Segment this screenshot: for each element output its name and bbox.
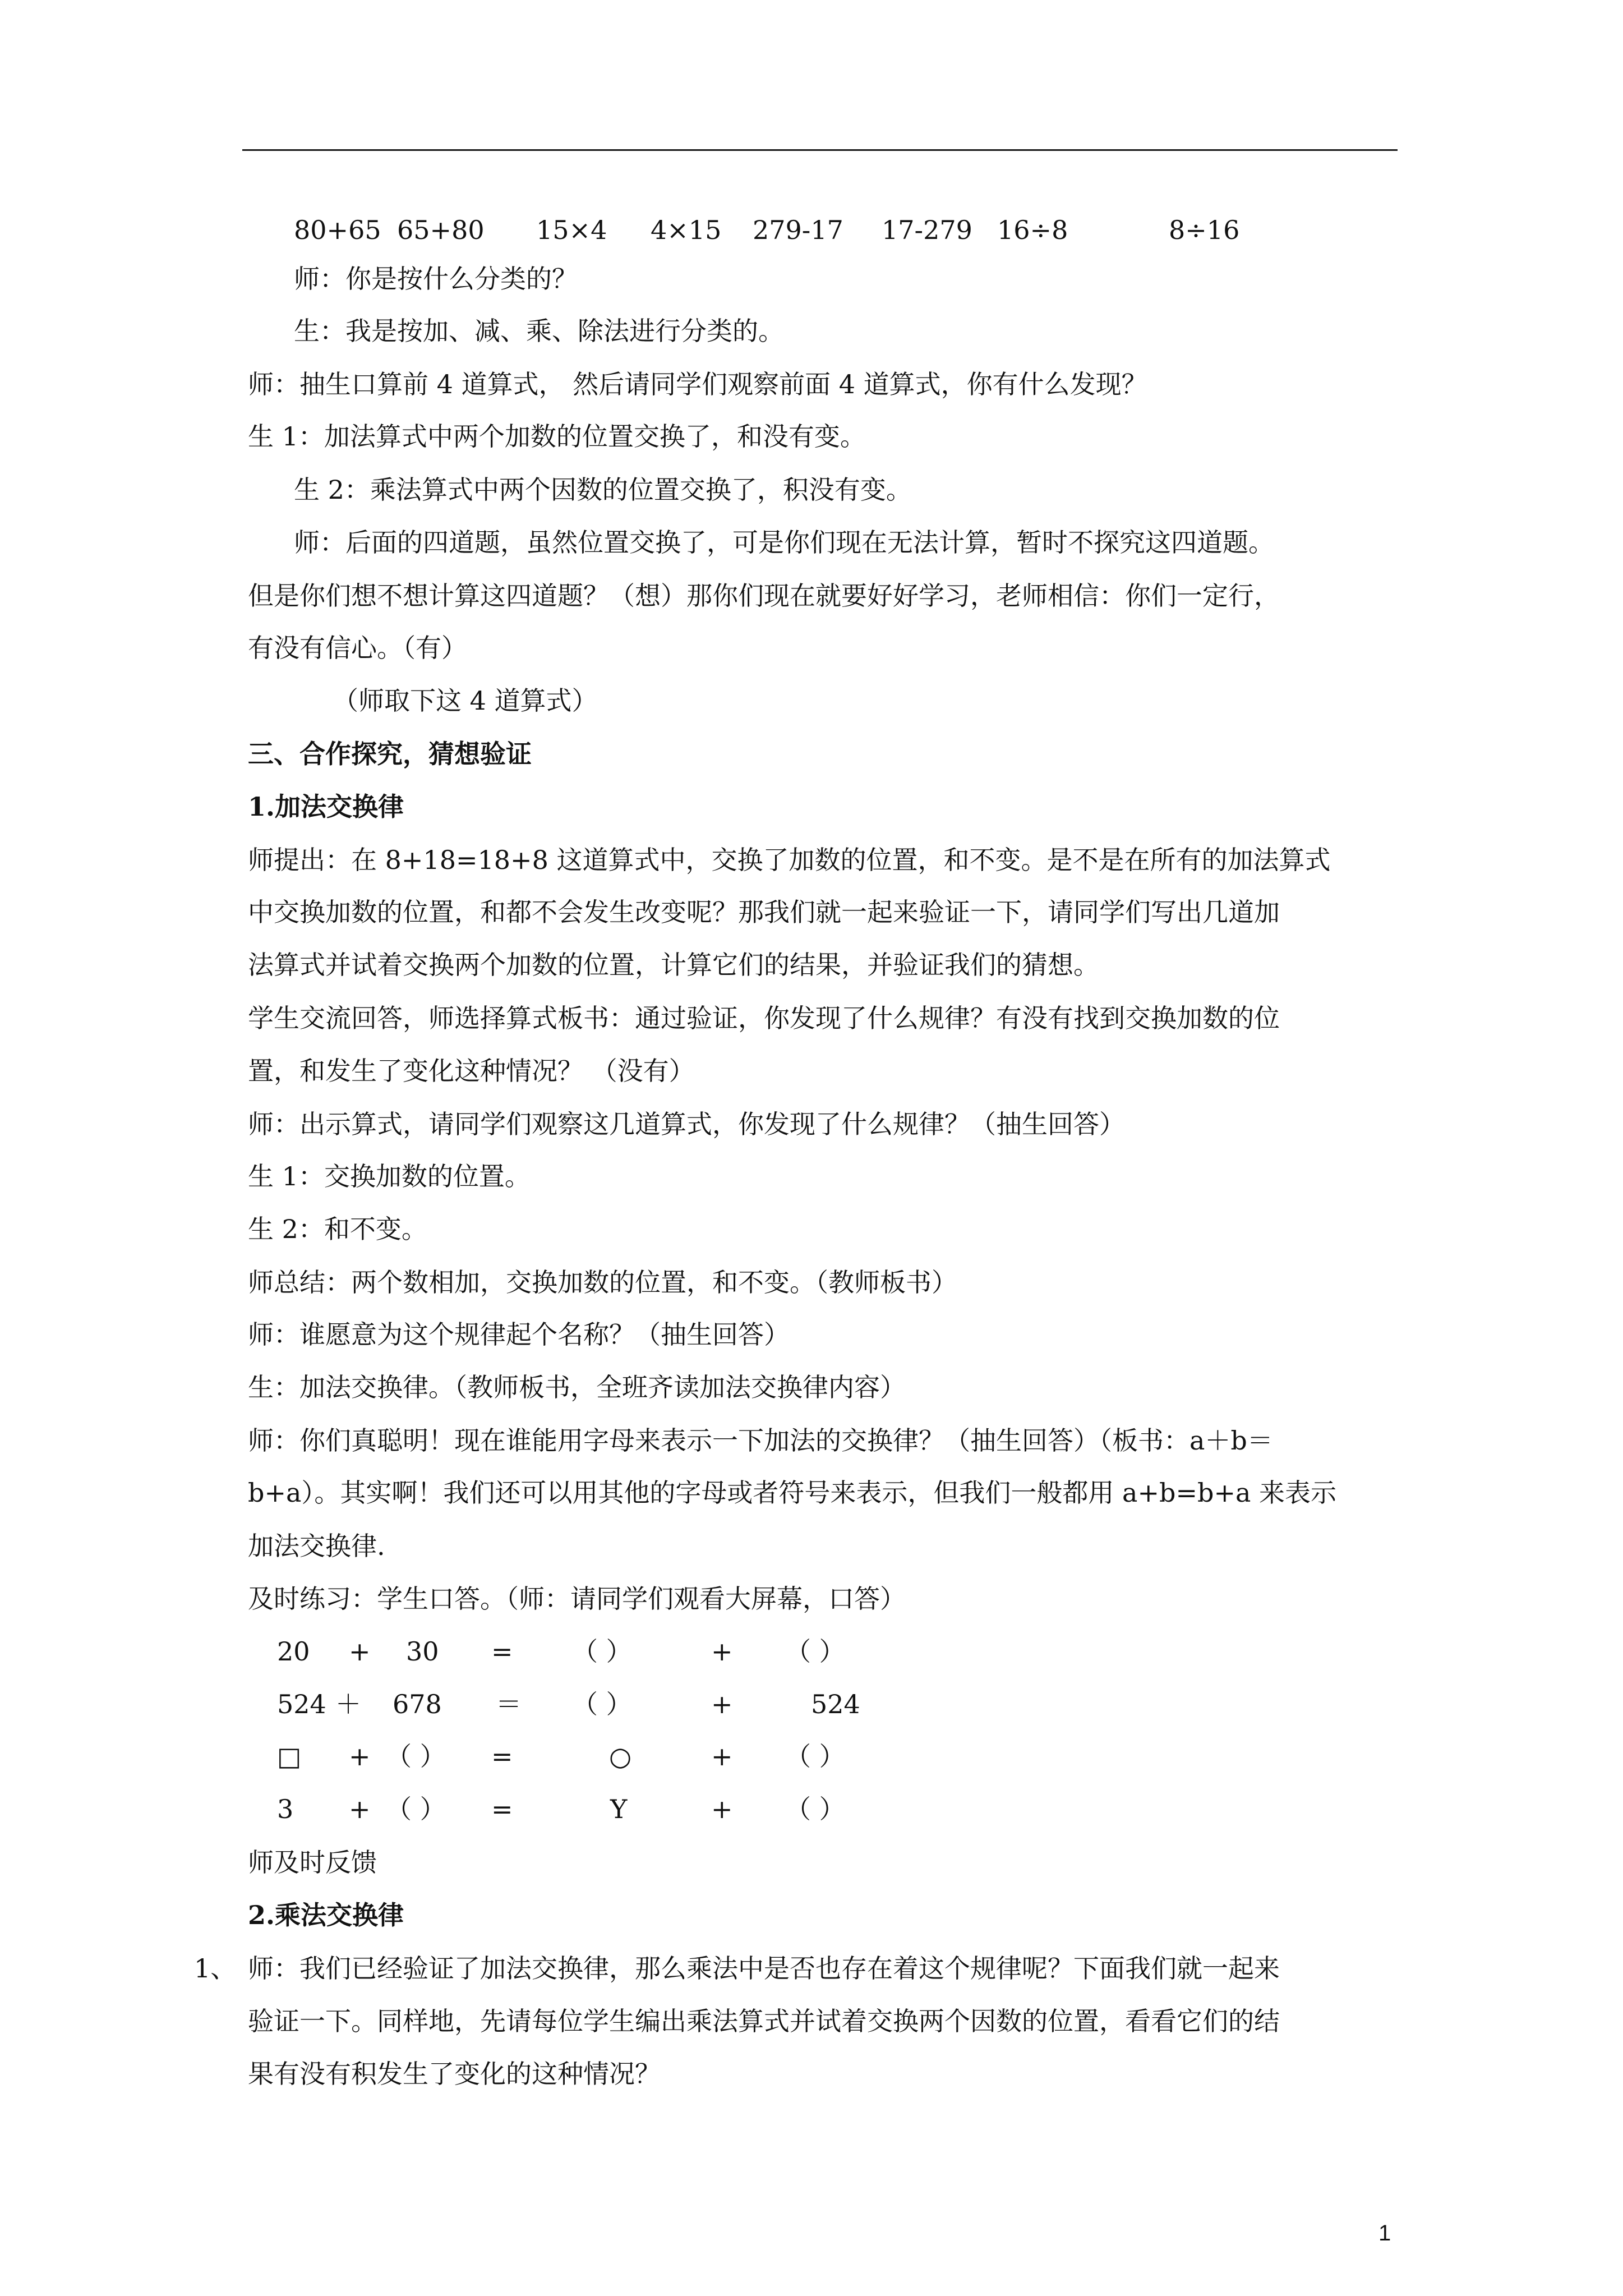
header-rule — [242, 149, 1398, 151]
exercise-cell: + — [711, 1689, 733, 1719]
paragraph-line: 师：你是按什么分类的？ — [294, 264, 578, 294]
paragraph-line: 师及时反馈 — [248, 1847, 377, 1878]
exercise-cell: 524 — [811, 1689, 860, 1719]
section-heading: 三、合作探究，猜想验证 — [248, 739, 532, 769]
exercise-cell: + — [711, 1794, 733, 1824]
paragraph-line: 师：后面的四道题，虽然位置交换了，可是你们现在无法计算，暂时不探究这四道题。 — [294, 527, 1274, 558]
paragraph-line: 师提出：在 8+18=18+8 这道算式中，交换了加数的位置，和不变。是不是在所有的加法算式 — [248, 845, 1331, 875]
paragraph-line: 置，和发生了变化这种情况？ （没有） — [248, 1056, 695, 1086]
exercise-cell: 524 — [277, 1689, 326, 1719]
paragraph-line: 生 1：交换加数的位置。 — [248, 1161, 531, 1191]
exercise-cell: （ ） — [785, 1636, 845, 1667]
paragraph-line: 师：抽生口算前 4 道算式， 然后请同学们观察前面 4 道算式，你有什么发现？ — [248, 369, 1147, 399]
paragraph-line: 师总结：两个数相加，交换加数的位置，和不变。（教师板书） — [248, 1267, 957, 1297]
paragraph-line: 果有没有积发生了变化的这种情况？ — [248, 2059, 661, 2089]
expression: 279-17 — [753, 215, 843, 245]
exercise-cell: ＝ — [496, 1689, 522, 1719]
expression: 65+80 — [397, 215, 485, 245]
page-number: 1 — [1378, 2221, 1391, 2246]
exercise-cell: + — [711, 1741, 733, 1772]
exercise-cell: = — [491, 1794, 513, 1824]
paragraph-line: 生 1：加法算式中两个加数的位置交换了，和没有变。 — [248, 421, 866, 452]
paragraph-line: 法算式并试着交换两个加数的位置，计算它们的结果，并验证我们的猜想。 — [248, 950, 1099, 980]
exercise-cell: + — [711, 1636, 733, 1667]
subsection-heading: 1.加法交换律 — [248, 792, 404, 822]
exercise-cell: + — [349, 1741, 371, 1772]
subsection-heading: 2.乘法交换律 — [248, 1900, 404, 1930]
paragraph-line: 生：我是按加、减、乘、除法进行分类的。 — [294, 316, 784, 346]
exercise-cell: □ — [277, 1741, 302, 1772]
exercise-cell: （ ） — [572, 1636, 632, 1667]
paragraph-line: 生：加法交换律。（教师板书，全班齐读加法交换律内容） — [248, 1372, 906, 1402]
exercise-cell: 20 — [277, 1636, 310, 1667]
paragraph-line: b+a）。其实啊！我们还可以用其他的字母或者符号来表示，但我们一般都用 a+b=b+a 来表示 — [248, 1478, 1337, 1508]
exercise-cell: （ ） — [785, 1794, 845, 1824]
exercise-cell: ○ — [609, 1741, 632, 1772]
exercise-cell: （ ） — [572, 1689, 632, 1719]
exercise-cell: + — [349, 1636, 371, 1667]
expression: 80+65 — [294, 215, 381, 245]
exercise-cell: 3 — [277, 1794, 294, 1824]
paragraph-line: 师：谁愿意为这个规律起个名称？（抽生回答） — [248, 1319, 790, 1350]
paragraph-line: 学生交流回答，师选择算式板书：通过验证，你发现了什么规律？有没有找到交换加数的位 — [248, 1003, 1280, 1033]
list-number: 1、 — [194, 1953, 237, 1984]
paragraph-line: 有没有信心。（有） — [248, 633, 467, 663]
paragraph-line: 师：你们真聪明！现在谁能用字母来表示一下加法的交换律？（抽生回答）（板书：a＋b＝ — [248, 1425, 1273, 1456]
exercise-cell: （ ） — [386, 1741, 446, 1772]
exercise-cell: 678 — [393, 1689, 442, 1719]
paragraph-line: 中交换加数的位置，和都不会发生改变呢？那我们就一起来验证一下，请同学们写出几道加 — [248, 897, 1280, 927]
paragraph-line: 加法交换律. — [248, 1531, 385, 1561]
expression: 8÷16 — [1169, 215, 1240, 245]
exercise-cell: = — [491, 1636, 513, 1667]
exercise-cell: = — [491, 1741, 513, 1772]
expression: 4×15 — [651, 215, 722, 245]
exercise-cell: Y — [610, 1794, 628, 1824]
exercise-cell: ＋ — [335, 1689, 361, 1719]
paragraph-line: （师取下这 4 道算式） — [333, 685, 598, 716]
paragraph-line: 及时练习：学生口答。（师：请同学们观看大屏幕，口答） — [248, 1584, 906, 1614]
exercise-cell: （ ） — [785, 1741, 845, 1772]
paragraph-line: 生 2：和不变。 — [248, 1214, 427, 1244]
exercise-cell: （ ） — [386, 1794, 446, 1824]
paragraph-line: 师：我们已经验证了加法交换律，那么乘法中是否也存在着这个规律呢？下面我们就一起来 — [248, 1953, 1280, 1984]
paragraph-line: 生 2：乘法算式中两个因数的位置交换了，积没有变。 — [294, 475, 912, 505]
expression: 17-279 — [882, 215, 972, 245]
exercise-cell: + — [349, 1794, 371, 1824]
exercise-cell: 30 — [406, 1636, 439, 1667]
expression: 15×4 — [536, 215, 607, 245]
expression: 16÷8 — [997, 215, 1068, 245]
paragraph-line: 验证一下。同样地，先请每位学生编出乘法算式并试着交换两个因数的位置，看看它们的结 — [248, 2006, 1280, 2036]
paragraph-line: 但是你们想不想计算这四道题？（想）那你们现在就要好好学习，老师相信：你们一定行， — [248, 581, 1280, 611]
paragraph-line: 师：出示算式，请同学们观察这几道算式，你发现了什么规律？（抽生回答） — [248, 1109, 1125, 1139]
